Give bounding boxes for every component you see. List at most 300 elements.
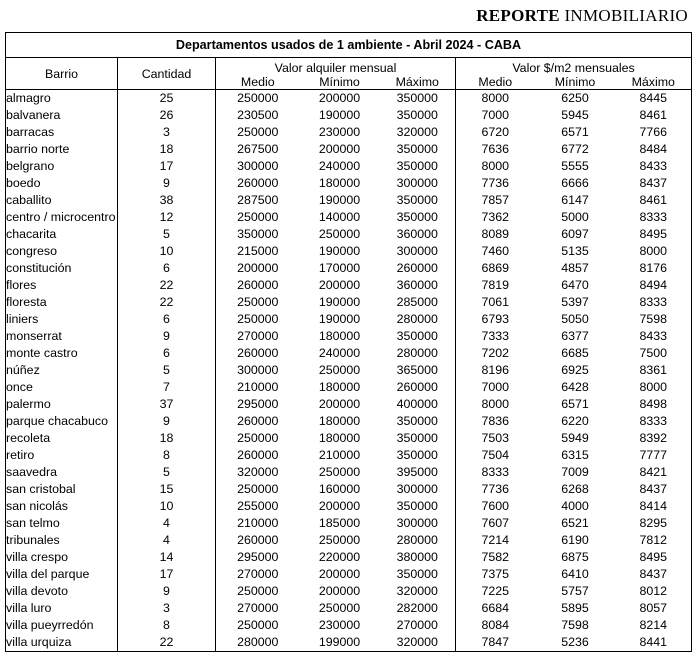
header-alquiler-minimo: Mínimo <box>300 75 380 90</box>
cell-m2-minimo: 6685 <box>561 346 589 360</box>
cell-m2-medio: 8333 <box>481 465 510 479</box>
cell-alquiler-minimo: 240000 <box>318 346 361 360</box>
cell-alquiler-minimo: 140000 <box>318 210 361 224</box>
cell-alquiler-maximo: 350000 <box>380 447 456 464</box>
table-row <box>6 413 692 430</box>
cell-barrio: núñez <box>6 362 118 379</box>
cell-alquiler-minimo: 190000 <box>318 244 361 258</box>
cell-alquiler-minimo: 250000 <box>318 533 361 547</box>
cell-alquiler-minimo: 250000 <box>318 363 361 377</box>
cell-alquiler-maximo: 260000 <box>380 379 456 396</box>
cell-m2-medio: 7000 <box>481 380 510 394</box>
cell-m2-maximo: 8433 <box>616 328 692 345</box>
cell-cantidad: 5 <box>118 226 216 243</box>
header-alquiler-maximo: Máximo <box>380 75 456 90</box>
brand-part-1: REPORTE <box>476 6 560 25</box>
cell-alquiler-medio: 210000 <box>237 380 279 394</box>
cell-m2-medio: 7503 <box>481 431 510 445</box>
cell-m2-maximo: 7777 <box>616 447 692 464</box>
table-row <box>6 311 692 328</box>
cell-m2-minimo: 6875 <box>561 550 589 564</box>
table-row <box>6 600 692 617</box>
cell-alquiler-minimo: 180000 <box>318 176 361 190</box>
cell-alquiler-minimo: 190000 <box>318 295 361 309</box>
cell-m2-maximo: 8437 <box>616 481 692 498</box>
cell-m2-medio: 7819 <box>481 278 510 292</box>
table-row <box>6 294 692 311</box>
cell-alquiler-medio: 280000 <box>216 634 300 652</box>
cell-cantidad: 12 <box>118 209 216 226</box>
table-row <box>6 192 692 209</box>
cell-alquiler-maximo: 282000 <box>380 600 456 617</box>
cell-m2-minimo: 6268 <box>561 482 589 496</box>
cell-alquiler-minimo: 199000 <box>300 634 380 652</box>
cell-alquiler-maximo: 350000 <box>380 158 456 175</box>
cell-alquiler-maximo: 260000 <box>380 260 456 277</box>
cell-alquiler-minimo: 180000 <box>318 329 361 343</box>
cell-alquiler-maximo: 350000 <box>380 566 456 583</box>
cell-cantidad: 4 <box>118 532 216 549</box>
cell-m2-minimo: 6571 <box>561 397 589 411</box>
cell-m2-medio: 7607 <box>481 516 510 530</box>
cell-cantidad: 18 <box>118 430 216 447</box>
cell-barrio: san nicolás <box>6 498 118 515</box>
cell-cantidad: 7 <box>118 379 216 396</box>
cell-m2-medio: 7847 <box>456 634 535 652</box>
cell-alquiler-minimo: 200000 <box>318 584 361 598</box>
cell-barrio: barrio norte <box>6 141 118 158</box>
cell-m2-medio: 7061 <box>481 295 510 309</box>
cell-m2-maximo: 8433 <box>616 158 692 175</box>
cell-barrio: saavedra <box>6 464 118 481</box>
table-row <box>6 447 692 464</box>
cell-alquiler-medio: 295000 <box>237 550 279 564</box>
table-row <box>6 328 692 345</box>
cell-cantidad: 37 <box>118 396 216 413</box>
cell-m2-maximo: 7500 <box>616 345 692 362</box>
cell-alquiler-medio: 300000 <box>237 363 279 377</box>
cell-cantidad: 10 <box>118 498 216 515</box>
cell-m2-minimo: 6377 <box>561 329 589 343</box>
cell-alquiler-minimo: 230000 <box>318 618 361 632</box>
cell-alquiler-maximo: 350000 <box>380 90 456 108</box>
cell-alquiler-medio: 250000 <box>237 91 279 105</box>
cell-alquiler-maximo: 360000 <box>380 226 456 243</box>
cell-cantidad: 6 <box>118 345 216 362</box>
cell-m2-medio: 7460 <box>481 244 510 258</box>
cell-m2-maximo: 7812 <box>616 532 692 549</box>
cell-cantidad: 22 <box>118 277 216 294</box>
cell-alquiler-minimo: 200000 <box>318 397 361 411</box>
cell-alquiler-minimo: 185000 <box>318 516 361 530</box>
cell-m2-medio: 8000 <box>481 91 510 105</box>
table-row <box>6 158 692 175</box>
cell-alquiler-medio: 267500 <box>237 142 279 156</box>
cell-m2-medio: 7362 <box>481 210 510 224</box>
cell-m2-medio: 7214 <box>481 533 510 547</box>
cell-barrio: san cristobal <box>6 481 118 498</box>
cell-alquiler-minimo: 180000 <box>318 431 361 445</box>
header-m2-minimo: Mínimo <box>535 75 616 90</box>
cell-alquiler-medio: 250000 <box>237 210 279 224</box>
cell-alquiler-medio: 230500 <box>237 108 279 122</box>
cell-cantidad: 17 <box>118 566 216 583</box>
cell-alquiler-medio: 250000 <box>237 125 279 139</box>
cell-m2-medio: 8000 <box>481 159 510 173</box>
cell-cantidad: 8 <box>118 447 216 464</box>
cell-cantidad: 9 <box>118 583 216 600</box>
cell-m2-minimo: 6666 <box>561 176 589 190</box>
cell-cantidad: 5 <box>118 464 216 481</box>
cell-m2-maximo: 8484 <box>616 141 692 158</box>
cell-alquiler-medio: 270000 <box>237 329 279 343</box>
cell-m2-maximo: 8000 <box>616 243 692 260</box>
cell-alquiler-medio: 260000 <box>237 278 279 292</box>
cell-m2-maximo: 8461 <box>616 192 692 209</box>
cell-alquiler-minimo: 200000 <box>318 278 361 292</box>
cell-m2-medio: 6684 <box>481 601 510 615</box>
cell-m2-medio: 7736 <box>481 482 510 496</box>
cell-barrio: monte castro <box>6 345 118 362</box>
cell-cantidad: 5 <box>118 362 216 379</box>
cell-alquiler-medio: 215000 <box>237 244 279 258</box>
cell-alquiler-maximo: 350000 <box>380 413 456 430</box>
cell-alquiler-medio: 270000 <box>237 567 279 581</box>
cell-alquiler-maximo: 280000 <box>380 345 456 362</box>
cell-alquiler-medio: 250000 <box>237 584 279 598</box>
cell-m2-medio: 8000 <box>481 397 510 411</box>
cell-m2-medio: 7225 <box>481 584 510 598</box>
header-group-alquiler: Valor alquiler mensual <box>216 58 456 76</box>
cell-alquiler-minimo: 200000 <box>318 567 361 581</box>
cell-m2-maximo: 8421 <box>616 464 692 481</box>
cell-alquiler-minimo: 250000 <box>318 601 361 615</box>
cell-m2-minimo: 5555 <box>561 159 589 173</box>
cell-cantidad: 17 <box>118 158 216 175</box>
cell-barrio: villa del parque <box>6 566 118 583</box>
cell-m2-minimo: 6925 <box>561 363 589 377</box>
cell-barrio: belgrano <box>6 158 118 175</box>
cell-alquiler-medio: 320000 <box>237 465 279 479</box>
header-alquiler-medio: Medio <box>216 75 300 90</box>
cell-m2-medio: 7582 <box>481 550 510 564</box>
cell-cantidad: 6 <box>118 311 216 328</box>
cell-alquiler-medio: 350000 <box>237 227 279 241</box>
cell-m2-medio: 7600 <box>481 499 510 513</box>
cell-barrio: congreso <box>6 243 118 260</box>
cell-alquiler-medio: 250000 <box>237 312 279 326</box>
cell-alquiler-minimo: 200000 <box>318 142 361 156</box>
table-row <box>6 90 692 108</box>
cell-alquiler-medio: 210000 <box>237 516 279 530</box>
cell-alquiler-maximo: 270000 <box>380 617 456 634</box>
cell-alquiler-minimo: 180000 <box>318 380 361 394</box>
cell-alquiler-minimo: 200000 <box>318 91 361 105</box>
cell-barrio: villa urquiza <box>6 634 118 652</box>
cell-m2-minimo: 6315 <box>561 448 589 462</box>
cell-m2-minimo: 6470 <box>561 278 589 292</box>
cell-barrio: almagro <box>6 90 118 108</box>
table-row <box>6 260 692 277</box>
table-row <box>6 107 692 124</box>
cell-barrio: palermo <box>6 396 118 413</box>
cell-m2-minimo: 6097 <box>561 227 589 241</box>
cell-barrio: monserrat <box>6 328 118 345</box>
table-row <box>6 243 692 260</box>
table-row <box>6 498 692 515</box>
cell-m2-maximo: 8176 <box>616 260 692 277</box>
cell-m2-medio: 7000 <box>481 108 510 122</box>
cell-m2-medio: 7857 <box>481 193 510 207</box>
cell-m2-minimo: 6521 <box>561 516 589 530</box>
cell-m2-minimo: 7598 <box>561 618 589 632</box>
table-row <box>6 277 692 294</box>
cell-alquiler-minimo: 160000 <box>318 482 361 496</box>
cell-cantidad: 8 <box>118 617 216 634</box>
cell-m2-minimo: 4000 <box>561 499 589 513</box>
cell-alquiler-maximo: 285000 <box>380 294 456 311</box>
header-group-m2: Valor $/m2 mensuales <box>456 58 692 76</box>
cell-barrio: liniers <box>6 311 118 328</box>
cell-cantidad: 9 <box>118 328 216 345</box>
table-row <box>6 634 692 652</box>
cell-alquiler-maximo: 320000 <box>380 634 456 652</box>
cell-alquiler-maximo: 350000 <box>380 430 456 447</box>
cell-alquiler-minimo: 220000 <box>318 550 361 564</box>
cell-alquiler-medio: 200000 <box>237 261 279 275</box>
cell-alquiler-medio: 260000 <box>237 533 279 547</box>
header-cantidad: Cantidad <box>118 58 216 90</box>
cell-m2-minimo: 6772 <box>561 142 589 156</box>
cell-m2-maximo: 8000 <box>616 379 692 396</box>
cell-cantidad: 9 <box>118 175 216 192</box>
cell-m2-maximo: 8437 <box>616 566 692 583</box>
cell-m2-maximo: 8295 <box>616 515 692 532</box>
cell-alquiler-medio: 300000 <box>237 159 279 173</box>
rent-report-table <box>5 32 692 652</box>
cell-barrio: chacarita <box>6 226 118 243</box>
cell-barrio: tribunales <box>6 532 118 549</box>
cell-m2-medio: 8196 <box>481 363 510 377</box>
cell-m2-maximo: 8445 <box>616 90 692 108</box>
table-row <box>6 209 692 226</box>
cell-m2-medio: 8084 <box>481 618 510 632</box>
cell-m2-maximo: 7766 <box>616 124 692 141</box>
cell-m2-maximo: 8498 <box>616 396 692 413</box>
cell-alquiler-maximo: 320000 <box>380 583 456 600</box>
table-row <box>6 379 692 396</box>
cell-cantidad: 4 <box>118 515 216 532</box>
cell-alquiler-minimo: 250000 <box>318 465 361 479</box>
cell-cantidad: 10 <box>118 243 216 260</box>
cell-alquiler-maximo: 380000 <box>380 549 456 566</box>
cell-m2-maximo: 8361 <box>616 362 692 379</box>
cell-alquiler-medio: 250000 <box>237 431 279 445</box>
table-row <box>6 226 692 243</box>
cell-barrio: recoleta <box>6 430 118 447</box>
table-row <box>6 396 692 413</box>
cell-cantidad: 22 <box>118 294 216 311</box>
cell-m2-minimo: 6410 <box>561 567 589 581</box>
cell-cantidad: 6 <box>118 260 216 277</box>
cell-alquiler-minimo: 190000 <box>318 108 361 122</box>
cell-alquiler-minimo: 180000 <box>318 414 361 428</box>
cell-alquiler-minimo: 240000 <box>318 159 361 173</box>
cell-barrio: floresta <box>6 294 118 311</box>
cell-barrio: villa devoto <box>6 583 118 600</box>
cell-m2-medio: 7333 <box>481 329 510 343</box>
cell-alquiler-maximo: 395000 <box>380 464 456 481</box>
cell-m2-minimo: 6220 <box>561 414 589 428</box>
cell-alquiler-minimo: 190000 <box>318 193 361 207</box>
cell-barrio: flores <box>6 277 118 294</box>
cell-m2-maximo: 8333 <box>616 294 692 311</box>
cell-barrio: caballito <box>6 192 118 209</box>
cell-m2-medio: 7636 <box>481 142 510 156</box>
cell-m2-medio: 7836 <box>481 414 510 428</box>
cell-m2-minimo: 6571 <box>561 125 589 139</box>
cell-alquiler-medio: 250000 <box>237 295 279 309</box>
cell-alquiler-maximo: 300000 <box>380 481 456 498</box>
cell-m2-maximo: 8494 <box>616 277 692 294</box>
table-row <box>6 175 692 192</box>
cell-m2-maximo: 8495 <box>616 226 692 243</box>
cell-barrio: villa luro <box>6 600 118 617</box>
cell-m2-maximo: 7598 <box>616 311 692 328</box>
brand-part-2: INMOBILIARIO <box>564 6 688 25</box>
cell-cantidad: 22 <box>118 634 216 652</box>
cell-alquiler-minimo: 250000 <box>318 227 361 241</box>
cell-alquiler-maximo: 350000 <box>380 192 456 209</box>
cell-alquiler-maximo: 320000 <box>380 124 456 141</box>
cell-m2-maximo: 8437 <box>616 175 692 192</box>
cell-alquiler-minimo: 190000 <box>318 312 361 326</box>
cell-alquiler-minimo: 170000 <box>318 261 361 275</box>
table-body <box>6 90 692 652</box>
cell-barrio: san telmo <box>6 515 118 532</box>
cell-alquiler-maximo: 350000 <box>380 328 456 345</box>
cell-alquiler-maximo: 350000 <box>380 209 456 226</box>
cell-alquiler-maximo: 365000 <box>380 362 456 379</box>
cell-m2-medio: 6869 <box>481 261 510 275</box>
cell-m2-maximo: 8012 <box>616 583 692 600</box>
cell-alquiler-minimo: 200000 <box>318 499 361 513</box>
table-row <box>6 566 692 583</box>
table-row <box>6 617 692 634</box>
cell-m2-medio: 7736 <box>481 176 510 190</box>
cell-cantidad: 38 <box>118 192 216 209</box>
cell-barrio: centro / microcentro <box>6 210 116 224</box>
cell-m2-maximo: 8414 <box>616 498 692 515</box>
cell-barrio: parque chacabuco <box>6 413 118 430</box>
cell-m2-minimo: 5000 <box>561 210 589 224</box>
cell-alquiler-maximo: 300000 <box>380 175 456 192</box>
table-title: Departamentos usados de 1 ambiente - Abril 2024 - CABA <box>6 33 692 58</box>
cell-m2-minimo: 4857 <box>561 261 589 275</box>
cell-alquiler-medio: 260000 <box>237 346 279 360</box>
cell-alquiler-medio: 255000 <box>237 499 279 513</box>
cell-m2-maximo: 8392 <box>616 430 692 447</box>
cell-m2-medio: 6720 <box>481 125 510 139</box>
cell-m2-medio: 6793 <box>481 312 510 326</box>
cell-barrio: barracas <box>6 124 118 141</box>
cell-cantidad: 26 <box>118 107 216 124</box>
cell-cantidad: 15 <box>118 481 216 498</box>
cell-m2-minimo: 5895 <box>561 601 589 615</box>
cell-m2-maximo: 8441 <box>616 634 692 652</box>
cell-m2-maximo: 8214 <box>616 617 692 634</box>
cell-alquiler-medio: 250000 <box>237 482 279 496</box>
cell-cantidad: 3 <box>118 124 216 141</box>
cell-m2-maximo: 8333 <box>616 413 692 430</box>
cell-alquiler-maximo: 350000 <box>380 107 456 124</box>
cell-alquiler-medio: 270000 <box>237 601 279 615</box>
cell-m2-minimo: 5757 <box>561 584 589 598</box>
cell-barrio: balvanera <box>6 107 118 124</box>
table-row <box>6 549 692 566</box>
cell-alquiler-medio: 287500 <box>237 193 279 207</box>
cell-cantidad: 9 <box>118 413 216 430</box>
cell-m2-minimo: 6190 <box>561 533 589 547</box>
cell-m2-medio: 7202 <box>481 346 510 360</box>
cell-barrio: retiro <box>6 447 118 464</box>
table-row <box>6 583 692 600</box>
header-m2-maximo: Máximo <box>616 75 692 90</box>
table-row <box>6 141 692 158</box>
cell-cantidad: 18 <box>118 141 216 158</box>
cell-m2-medio: 7375 <box>481 567 510 581</box>
cell-m2-medio: 8089 <box>481 227 510 241</box>
cell-alquiler-maximo: 280000 <box>380 311 456 328</box>
cell-alquiler-maximo: 350000 <box>380 498 456 515</box>
table-row <box>6 345 692 362</box>
cell-m2-minimo: 6428 <box>561 380 589 394</box>
cell-m2-maximo: 8333 <box>616 209 692 226</box>
cell-alquiler-minimo: 210000 <box>318 448 361 462</box>
header-barrio: Barrio <box>6 58 118 90</box>
cell-cantidad: 25 <box>118 90 216 108</box>
cell-barrio: villa pueyrredón <box>6 617 118 634</box>
cell-m2-medio: 7504 <box>481 448 510 462</box>
cell-alquiler-medio: 260000 <box>237 414 279 428</box>
cell-alquiler-medio: 260000 <box>237 448 279 462</box>
table-row <box>6 481 692 498</box>
cell-alquiler-maximo: 400000 <box>380 396 456 413</box>
cell-m2-minimo: 7009 <box>561 465 589 479</box>
cell-m2-minimo: 5945 <box>561 108 589 122</box>
cell-m2-maximo: 8461 <box>616 107 692 124</box>
cell-cantidad: 14 <box>118 549 216 566</box>
cell-alquiler-maximo: 360000 <box>380 277 456 294</box>
cell-m2-minimo: 6147 <box>561 193 589 207</box>
cell-alquiler-maximo: 300000 <box>380 243 456 260</box>
cell-barrio: once <box>6 379 118 396</box>
table-row <box>6 362 692 379</box>
table-row <box>6 532 692 549</box>
cell-m2-minimo: 5135 <box>561 244 589 258</box>
cell-barrio: boedo <box>6 175 118 192</box>
table-row <box>6 430 692 447</box>
table-row <box>6 124 692 141</box>
cell-alquiler-maximo: 280000 <box>380 532 456 549</box>
cell-m2-minimo: 5949 <box>561 431 589 445</box>
table-row <box>6 464 692 481</box>
cell-alquiler-minimo: 230000 <box>318 125 361 139</box>
table-row <box>6 515 692 532</box>
cell-alquiler-medio: 260000 <box>237 176 279 190</box>
cell-m2-minimo: 5236 <box>535 634 616 652</box>
cell-cantidad: 3 <box>118 600 216 617</box>
